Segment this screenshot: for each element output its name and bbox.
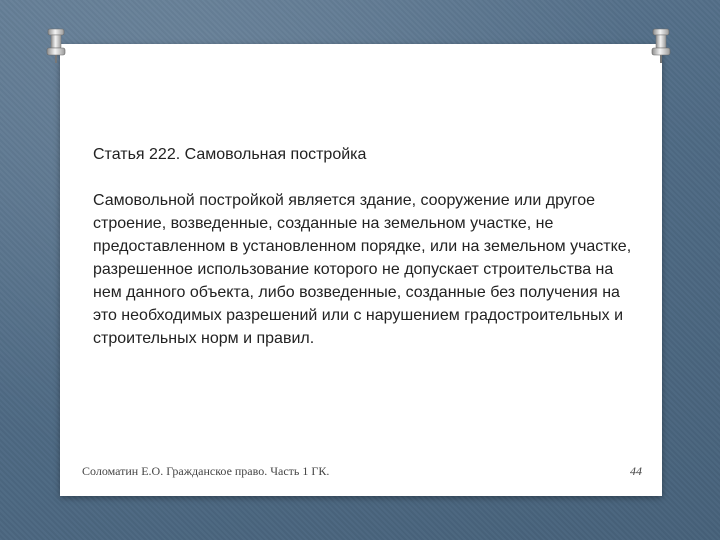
slide-title: Статья 222. Самовольная постройка [93, 146, 367, 163]
pushpin-icon [650, 28, 672, 64]
pushpin-icon [45, 28, 67, 64]
slide-body-text: Самовольной постройкой является здание, сооружение или другое строение, возведенные, созданные на земельном участке, не предоставленном в установленном порядке, или на земельном участке, разрешенное использование которого не допускает строительства на нем данного объекта, либо возведенные, созданные без получения на это необходимых разрешений или с нарушением градостроительных и строительных норм и правил. [93, 192, 632, 347]
slide-footer: Соломатин Е.О. Гражданское право. Часть 1 ГК. [82, 464, 330, 478]
page-number: 44 [630, 464, 642, 478]
